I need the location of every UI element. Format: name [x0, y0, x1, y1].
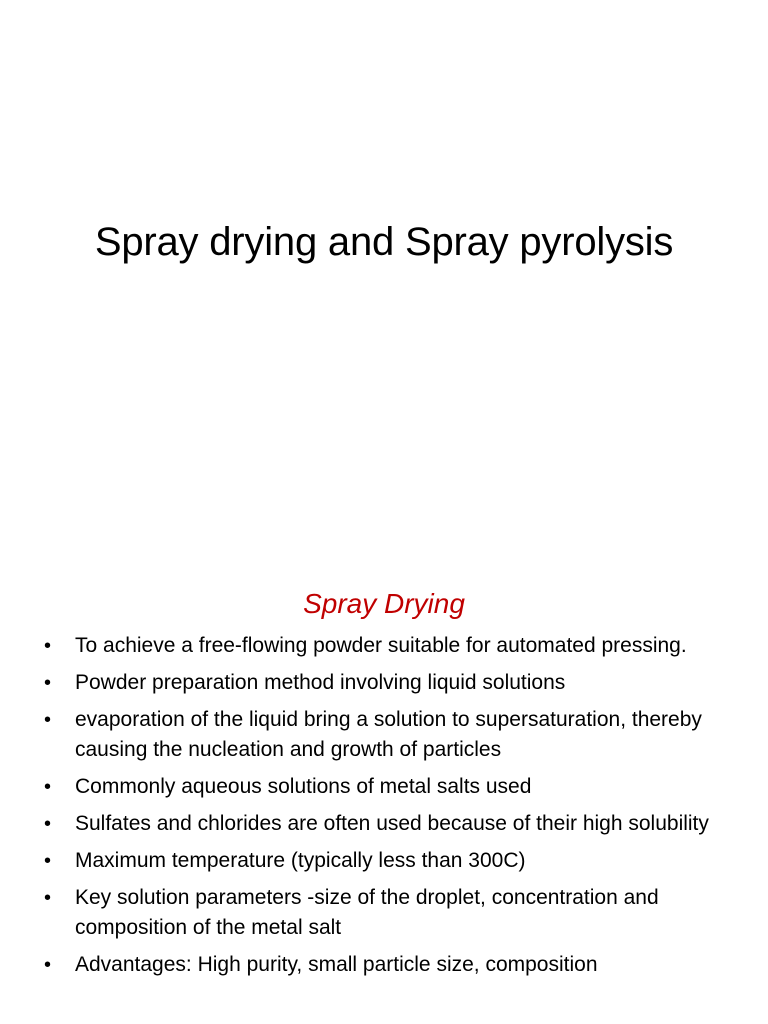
bullet-text: Key solution parameters -size of the droplet, concentration and composition of the metal salt [75, 886, 659, 939]
bullet-item [44, 705, 744, 765]
bullet-item [44, 631, 744, 661]
bullet-item [44, 809, 744, 839]
bullet-text: Powder preparation method involving liquid solutions [75, 671, 566, 694]
bullet-icon: • [44, 850, 52, 872]
bullet-icon: • [44, 635, 52, 657]
bullet-text: evaporation of the liquid bring a solution to supersaturation, thereby causing the nucleation and growth of particles [75, 708, 702, 761]
bullet-text: Commonly aqueous solutions of metal salts used [75, 775, 532, 798]
bullet-item [44, 950, 744, 980]
bullet-text: Sulfates and chlorides are often used because of their high solubility [75, 812, 709, 835]
bullet-icon: • [44, 672, 52, 694]
slide-heading: Spray Drying [303, 588, 465, 619]
bullet-icon: • [44, 813, 52, 835]
bullet-item [44, 846, 744, 876]
bullet-item [44, 668, 744, 698]
content-slide [0, 576, 768, 1024]
bullet-list [44, 631, 744, 987]
bullet-text: Maximum temperature (typically less than 300C) [75, 849, 526, 872]
bullet-text: Advantages: High purity, small particle size, composition [75, 953, 598, 976]
bullet-item [44, 883, 744, 943]
bullet-icon: • [44, 709, 52, 731]
slide-title: Spray drying and Spray pyrolysis [94, 220, 674, 264]
bullet-icon: • [44, 954, 52, 976]
bullet-item [44, 772, 744, 802]
bullet-icon: • [44, 776, 52, 798]
bullet-text: To achieve a free-flowing powder suitable for automated pressing. [75, 634, 687, 657]
bullet-icon: • [44, 887, 52, 909]
